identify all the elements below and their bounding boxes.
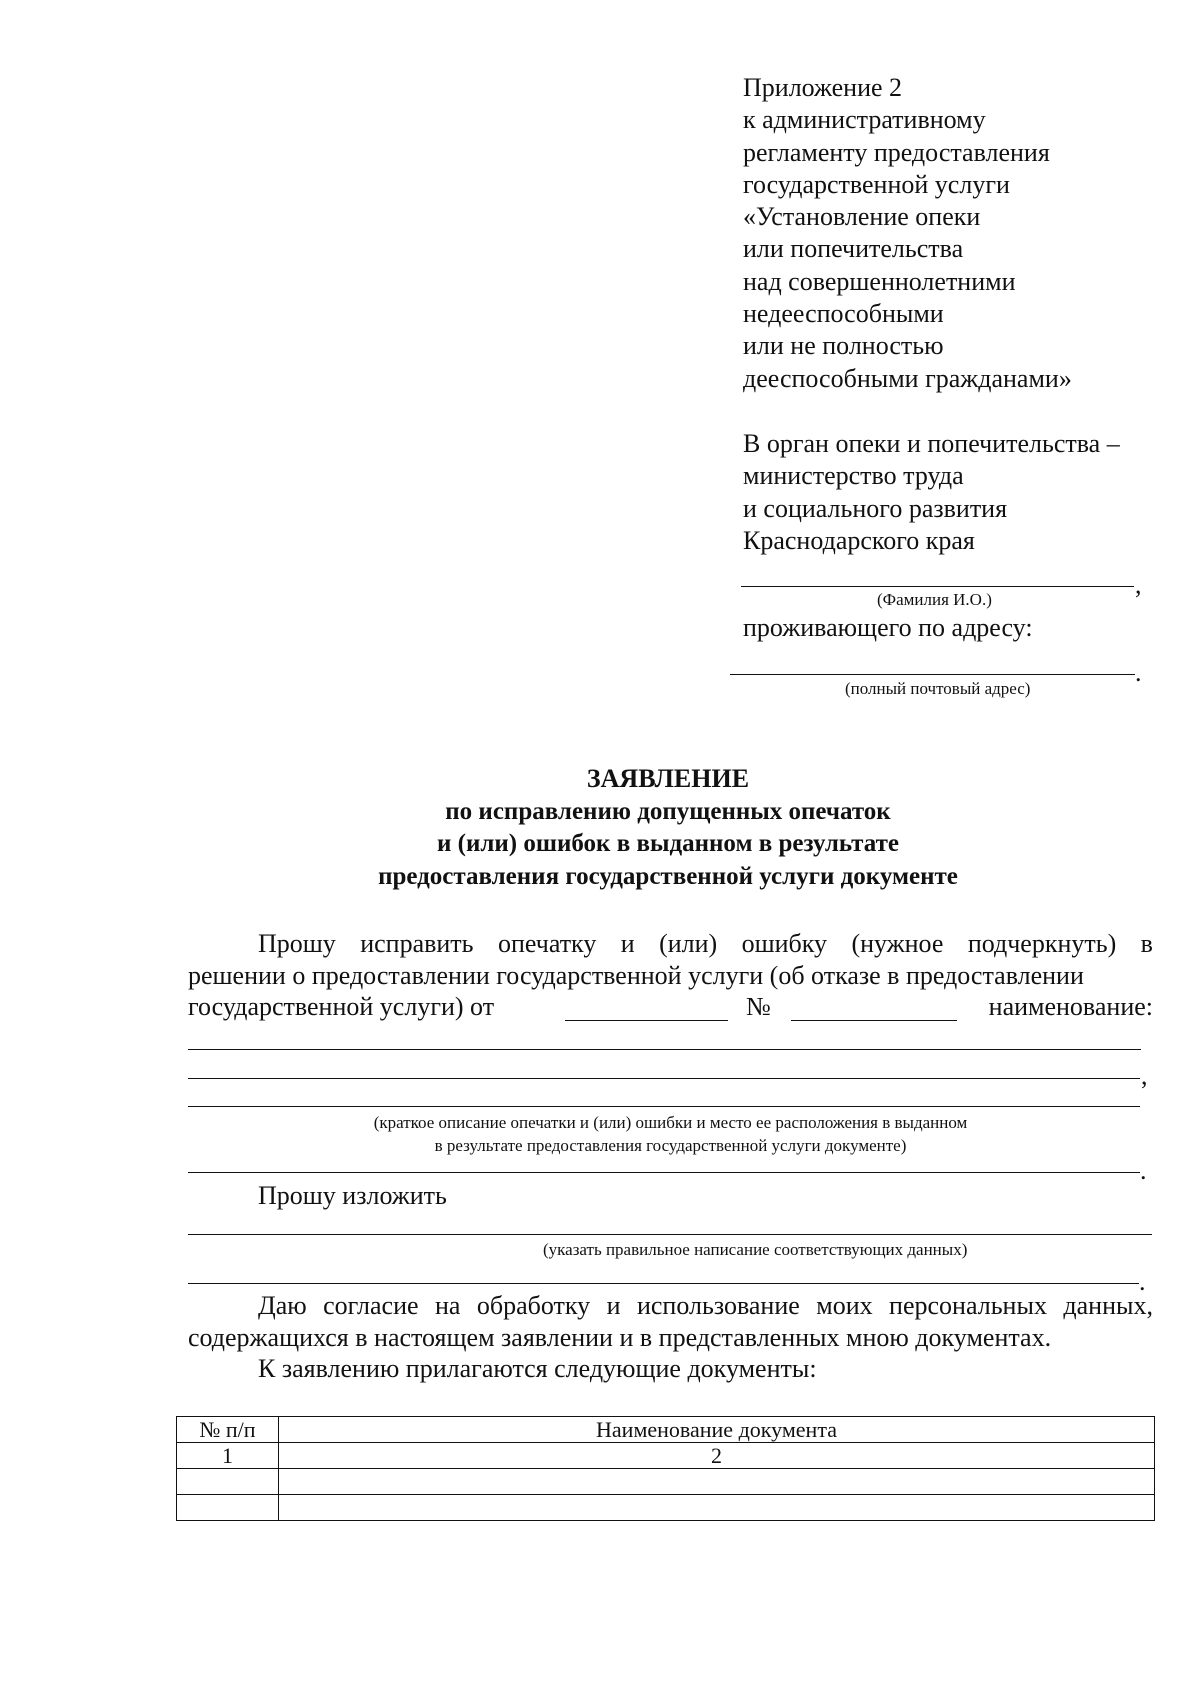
decision-number-line[interactable] [791, 1020, 957, 1021]
word: персональных [889, 1291, 1047, 1320]
request-paragraph [188, 928, 1153, 1023]
header-line: регламенту предоставления [743, 137, 1050, 167]
header-line: дееспособными гражданами» [743, 363, 1072, 393]
table-cell[interactable] [279, 1495, 1155, 1521]
column-number-1: 1 [177, 1443, 279, 1469]
restate-period: . [1139, 1267, 1146, 1296]
word: согласие [323, 1291, 419, 1320]
error-description-line[interactable] [188, 1106, 1140, 1107]
word: и [606, 1291, 621, 1320]
header-line: или не полностью [743, 331, 944, 361]
word: данных, [1063, 1291, 1153, 1320]
correct-value-caption: (указать правильное написание соответствующих данных) [543, 1240, 968, 1259]
table-cell[interactable] [177, 1495, 279, 1521]
header-line: «Установление опеки [743, 202, 981, 232]
word: обработку [476, 1291, 591, 1320]
table-numbering-row [177, 1443, 1155, 1469]
caption-line: (краткое описание опечатки и (или) ошибки и место ее расположения в выданном [373, 1113, 968, 1132]
appendix-header [743, 72, 1173, 395]
description-comma: , [1141, 1061, 1148, 1090]
word: (или) [659, 929, 718, 958]
table-row [177, 1495, 1155, 1521]
address-period: . [1135, 658, 1142, 687]
title-line: по исправлению допущенных опечаток [445, 797, 891, 825]
word: Даю [258, 1291, 307, 1320]
word: на [434, 1291, 461, 1320]
documents-table [176, 1416, 1155, 1521]
error-description-line[interactable] [188, 1049, 1141, 1050]
applicant-name-line[interactable] [741, 586, 1134, 587]
request-line-1 [188, 928, 1153, 960]
address-caption: (полный почтовый адрес) [845, 679, 1031, 698]
word: (нужное [851, 929, 944, 958]
header-line: Приложение 2 [743, 73, 903, 102]
addressee-line: и социального развития [743, 493, 1008, 523]
correct-value-line[interactable] [188, 1283, 1139, 1284]
word: исправить [360, 929, 474, 958]
addressee-block [743, 428, 1173, 557]
header-line: государственной услуги [743, 169, 1010, 199]
column-number-2: 2 [279, 1443, 1155, 1469]
title-main: ЗАЯВЛЕНИЕ [586, 764, 750, 793]
word: подчеркнуть) [967, 929, 1117, 958]
table-cell[interactable] [279, 1469, 1155, 1495]
word: ошибку [741, 929, 828, 958]
consent-paragraph [188, 1290, 1153, 1385]
word: Прошу [258, 929, 336, 958]
application-title [188, 763, 1148, 893]
word: моих [816, 1291, 873, 1320]
header-line: над совершеннолетними [743, 266, 1016, 296]
number-sign: № [746, 992, 771, 1021]
word: опечатку [497, 929, 597, 958]
request-line-3 [188, 991, 1153, 1023]
column-header-document-name: Наименование документа [279, 1417, 1155, 1443]
request-line-3-end: наименование: [988, 992, 1153, 1021]
addressee-line: В орган опеки и попечительства – [743, 429, 1120, 458]
request-line-2: решении о предоставлении государственной услуги (об отказе в предоставлении [188, 960, 1084, 990]
title-line: предоставления государственной услуги документе [378, 862, 958, 890]
error-description-caption [188, 1111, 1153, 1157]
consent-line-1 [188, 1290, 1153, 1322]
attachments-label: К заявлению прилагаются следующие документы: [258, 1354, 817, 1383]
table-header-row [177, 1417, 1155, 1443]
addressee-line: министерство труда [743, 461, 964, 491]
title-line: и (или) ошибок в выданном в результате [436, 830, 899, 857]
request-line-3-start: государственной услуги) от [188, 992, 495, 1021]
header-line: или попечительства [743, 234, 964, 264]
header-line: к административному [743, 105, 986, 135]
correct-value-line[interactable] [188, 1234, 1152, 1235]
error-description-line[interactable] [188, 1078, 1140, 1079]
description-period: . [1140, 1156, 1147, 1185]
residence-label: проживающего по адресу: [743, 613, 1033, 642]
error-description-line[interactable] [188, 1172, 1140, 1173]
caption-line: в результате предоставления государственной услуги документе) [434, 1136, 907, 1155]
table-row [177, 1469, 1155, 1495]
table-cell[interactable] [177, 1469, 279, 1495]
name-caption: (Фамилия И.О.) [877, 590, 992, 609]
column-header-number: № п/п [177, 1417, 279, 1443]
word: в [1140, 929, 1153, 958]
decision-date-line[interactable] [565, 1020, 728, 1021]
addressee-line: Краснодарского края [743, 525, 975, 555]
postal-address-line[interactable] [730, 674, 1135, 675]
name-comma: , [1135, 570, 1142, 599]
header-line: недееспособными [743, 299, 944, 329]
word: и [620, 929, 635, 958]
word: использование [636, 1291, 800, 1320]
restate-label: Прошу изложить [258, 1181, 447, 1210]
consent-line-2: содержащихся в настоящем заявлении и в представленных мною документах. [188, 1322, 1052, 1352]
